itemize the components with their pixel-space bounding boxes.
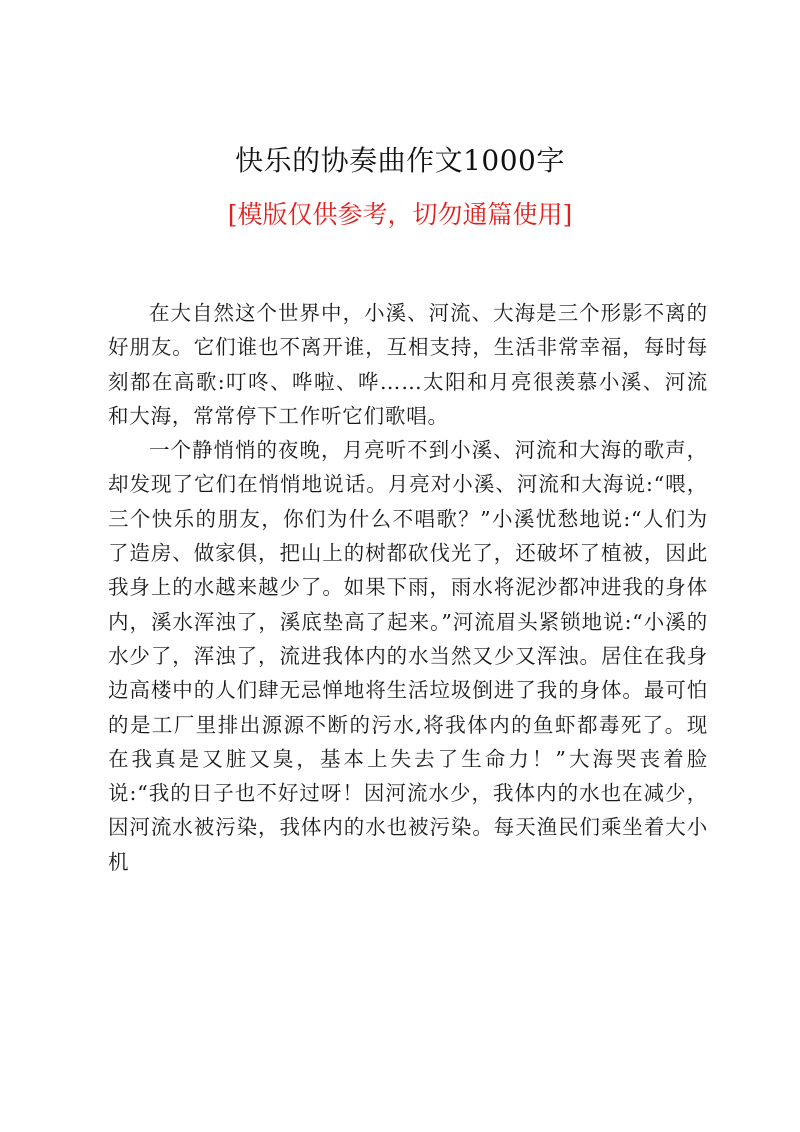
- paragraph: 在大自然这个世界中，小溪、河流、大海是三个形影不离的好朋友。它们谁也不离开谁，互相支持，生活非常幸福，每时每刻都在高歌:叮咚、哗啦、哗……太阳和月亮很羡慕小溪、河流和大海，常常停下工作听它们歌唱。: [108, 301, 708, 428]
- document-title: 快乐的协奏曲作文1000字: [235, 144, 565, 177]
- template-notice: [模版仅供参考，切勿通篇使用]: [227, 200, 573, 229]
- paragraph: 一个静悄悄的夜晚，月亮听不到小溪、河流和大海的歌声，却发现了它们在悄悄地说话。月亮对小溪、河流和大海说:“喂，三个快乐的朋友，你们为什么不唱歌？”小溪忧愁地说:“人们为了造房、做家俱，把山上的树都砍伐光了，还破坏了植被，因此我身上的水越来越少了。如果下雨，雨水将泥沙都冲进我的身体内，溪水浑浊了，溪底垫高了起来。”河流眉头紧锁地说:“小溪的水少了，浑浊了，流进我体内的水当然又少又浑浊。居住在我身边高楼中的人们肆无忌惮地将生活垃圾倒进了我的身体。最可怕的是工厂里排出源源不断的污水,将我体内的鱼虾都毒死了。现在我真是又脏又臭，基本上失去了生命力！”大海哭丧着脸说:“我的日子也不好过呀！因河流水少，我体内的水也在减少，因河流水被污染，我体内的水也被污染。每天渔民们乘坐着大小机: [108, 438, 708, 874]
- essay-body: [108, 296, 708, 879]
